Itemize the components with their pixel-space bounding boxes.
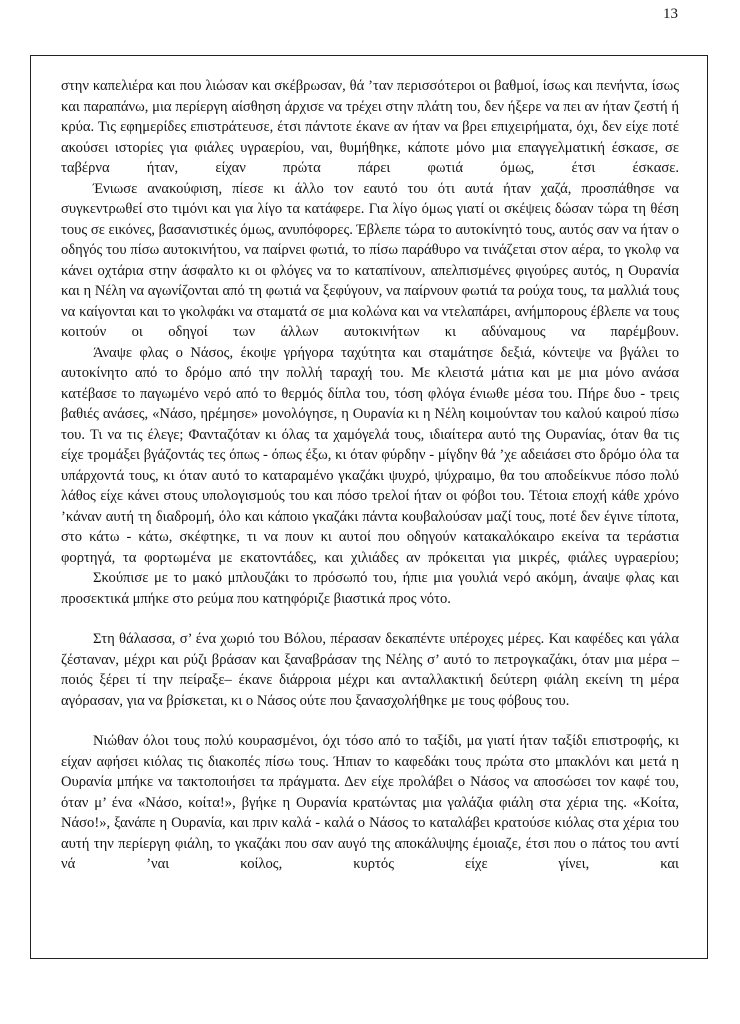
text-frame [30, 55, 708, 959]
paragraph: Νιώθαν όλοι τους πολύ κουρασμένοι, όχι τόσο από το ταξίδι, μα γιατί ήταν ταξίδι επιστροφής, κι είχαν αφήσει κιόλας τις διακοπές πίσω τους. Ήπιαν το καφεδάκι τους πρώτα στο μπακλόνι και μετά η Ουρανία μπήκε να τακτοποιήσει τα πράγματα. Δεν είχε προλάβει ο Νάσος να αποσώσει τον καφέ του, όταν μ’ ένα «Νάσο, κοίτα!», βγήκε η Ουρανία κρατώντας μια γαλάζια φιάλη στα χέρια της. «Κοίτα, Νάσο!», ξανάπε η Ουρανία, και πριν καλά - καλά ο Νάσος το καταλάβει κρατούσε κιόλας στα χέρια του αυτή την περίεργη φιάλη, το γκαζάκι που σαν αυγό της αποκάλυψης έμοιαζε, έτσι που ο πάτος του αντί νά ’ναι κοίλος, κυρτός είχε γίνει, και [61, 733, 679, 872]
paragraph: Ένιωσε ανακούφιση, πίεσε κι άλλο τον εαυτό του ότι αυτά ήταν χαζά, προσπάθησε να συγκεντρωθεί στο τιμόνι και για λίγο τα κατάφερε. Για λίγο όμως γιατί οι σκέψεις δώσαν τώρα τη θέση τους σε εικόνες, βασανιστικές όμως, ανυπόφορες. Έβλεπε τώρα το αυτοκίνητό τους, αυτός σαν να ήταν ο οδηγός του πίσω αυτοκινήτου, να παίρνει φωτιά, το πίσω παράθυρο να τινάζεται στον αέρα, το γκολφ να κάνει οχτάρια στην άσφαλτο κι οι φλόγες να το καταπίνουν, απελπισμένες φιγούρες αυτός, η Ουρανία και η Νέλη να αγωνίζονται από τη φωτιά να ξεφύγουν, να παίρνουν φωτιά τα ρούχα τους, τα μαλλιά τους να καίγονται και το γκολφάκι να σταματά σε μια κολώνα και να ντελαπάρει, ανήμπορους έβλεπε να τους κοιτούν οι οδηγοί των άλλων αυτοκινήτων κι αδύναμους να παρέμβουν. [61, 180, 679, 340]
paragraph: Σκούπισε με το μακό μπλουζάκι το πρόσωπό του, ήπιε μια γουλιά νερό ακόμη, άναψε φλας και προσεκτικά μπήκε στο ρεύμα που κατηφόριζε βιαστικά προς νότο. [61, 570, 679, 607]
section-gap [61, 609, 679, 629]
paragraph: Στη θάλασσα, σ’ ένα χωριό του Βόλου, πέρασαν δεκαπέντε υπέροχες μέρες. Και καφέδες και γάλα ζέσταναν, μέχρι και ρύζι βράσαν και ξαναβράσαν της Νέλης σ’ αυτό το πετρογκαζάκι, όταν μια μέρα –ποιός ξέρει τί την πείραξε– έκανε διάρροια μέχρι και ανταλλακτική δεύτερη φιάλη εκείνη τη μέρα αγόρασαν, για να βρίσκεται, κι ο Νάσος ούτε που ξανασχολήθηκε με τους φόβους του. [61, 631, 679, 709]
paragraph: Άναψε φλας ο Νάσος, έκοψε γρήγορα ταχύτητα και σταμάτησε δεξιά, κόντεψε να βγάλει το αυτοκίνητο από το δρόμο από την πολλή ταραχή του. Με κλειστά μάτια και με μια μόνο ανάσα κατέβασε το παγωμένο νερό από το θερμός δίπλα του, τόση φλόγα ένιωθε μέσα του. Πήρε δυο - τρεις βαθιές ανάσες, «Νάσο, ηρέμησε» μονολόγησε, η Ουρανία κι η Νέλη κοιμούνταν του καλού καιρού πίσω του. Τι να τις έλεγε; Φανταζόταν κι όλας τα χαμόγελά τους, ιδιαίτερα αυτό της Ουρανίας, όταν θα τις είχε τρομάξει βγάζοντάς τες όπως - όπως έξω, κι όταν φύρδην - μίγδην θά ’χε αδειάσει στο δρόμο όλα τα υπάρχοντά τους, κι όταν αυτό το καταραμένο γκαζάκι ψυχρό, ψύχραιμο, θα του αποδείκνυε πόσο πολύ λάθος είχε κάνει στους υπολογισμούς του και πόσο τρελοί ήταν οι φόβοι του. Τέτοια εποχή κάθε χρόνο ’κάναν αυτή τη διαδρομή, όλο και κάποιο γκαζάκι πάντα κουβαλούσαν μαζί τους, ποτέ δεν έγινε τίποτα, στο κάτω - κάτω, σκέφτηκε, τι να πουν κι αυτοί που οδηγούν κατακαλόκαιρο εκείνα τα τεράστια φορτηγά, τα φορτωμένα με εκατοντάδες, και χιλιάδες αν πρόκειται για μικρές, φιάλες υγραερίου; [61, 344, 679, 566]
paragraph: στην καπελιέρα και που λιώσαν και σκέβρωσαν, θά ’ταν περισσότεροι οι βαθμοί, ίσως και πενήντα, ίσως και παραπάνω, μια περίεργη αίσθηση άρχισε να τρέχει στην πλάτη του, δεν ήξερε να πει αν ήταν ζεστή ή κρύα. Τις εφημερίδες επιστράτευσε, έτσι πάντοτε έκανε αν ήταν να βρει επιχειρήματα, όχι, δεν είχε ποτέ ακούσει ιστορίες για φιάλες υγραερίου, ναι, θυμήθηκε, κάποτε μόνο μια επαγγελματική έσκασε, σε ταβέρνα ήταν, είχαν πρώτα πάρει φωτιά όμως, έτσι έσκασε. [61, 78, 679, 176]
section-gap [61, 711, 679, 731]
page-number: 13 [663, 6, 678, 22]
